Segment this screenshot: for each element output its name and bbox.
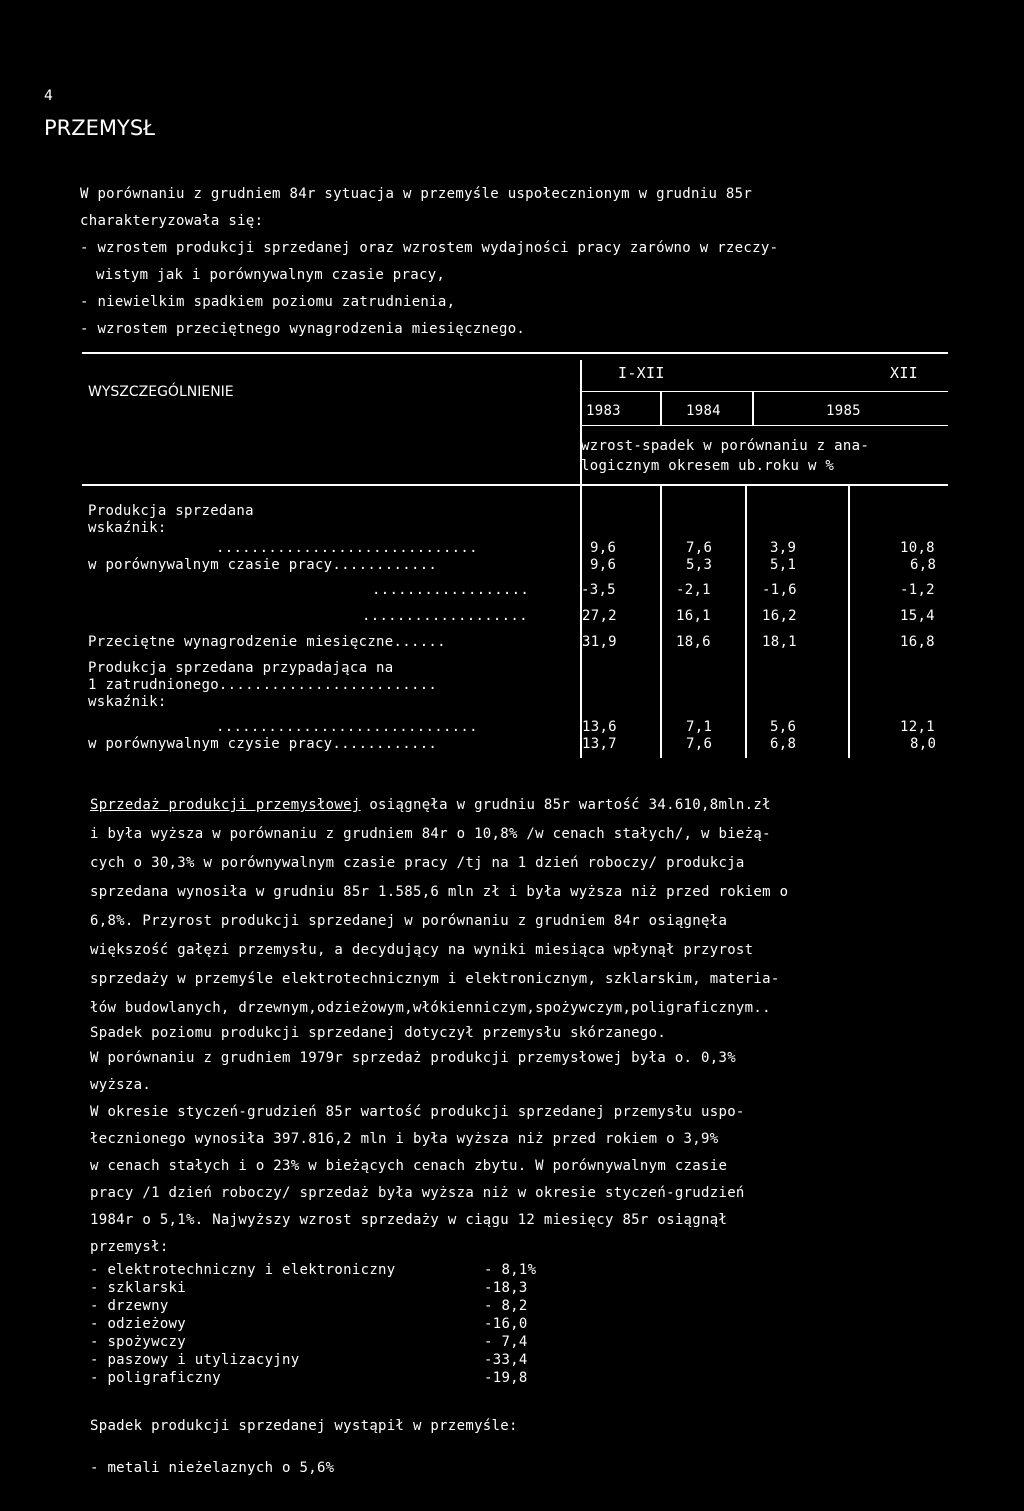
list-item-label: - elektrotechniczny i elektroniczny (90, 1262, 396, 1278)
list-item-label: - drzewny (90, 1298, 169, 1314)
cell: 3,9 (770, 540, 797, 556)
row-label: .............................. (216, 719, 478, 735)
row-label: wskaźnik: (88, 694, 167, 710)
list-item-label: - odzieżowy (90, 1316, 187, 1332)
list-item-value: -19,8 (484, 1370, 528, 1386)
body-line: w cenach stałych i o 23% w bieżących cenach zbytu. W porównywalnym czasie (90, 1158, 728, 1174)
cell: 16,1 (676, 608, 711, 624)
body-line: cych o 30,3% w porównywalnym czasie pracy /tj na 1 dzień roboczy/ produkcja (90, 855, 745, 871)
cell: 15,4 (900, 608, 935, 624)
row-label: 1 zatrudnionego......................... (88, 677, 438, 693)
body-line: W porównaniu z grudniem 1979r sprzedaż produkcji przemysłowej była o. 0,3% (90, 1050, 736, 1066)
cell: 16,2 (762, 608, 797, 624)
row-label: w porównywalnym czysie pracy............ (88, 736, 438, 752)
page-number: 4 (44, 88, 53, 104)
col-divider-2 (745, 484, 747, 758)
body-line: W okresie styczeń-grudzień 85r wartość produkcji sprzedanej przemysłu uspo- (90, 1104, 745, 1120)
section-title: PRZEMYSŁ (44, 116, 155, 140)
intro-line-6: - wzrostem przeciętnego wynagrodzenia miesięcznego. (80, 321, 526, 337)
body-line: Spadek produkcji sprzedanej wystąpił w przemyśle: (90, 1418, 518, 1434)
cell: 5,1 (770, 557, 797, 573)
body-line: łów budowlanych, drzewnym,odzieżowym,włókienniczym,spożywczym,poligraficznym.. (90, 1000, 771, 1016)
cell: 7,1 (686, 719, 713, 735)
cell: 10,8 (900, 540, 935, 556)
list-item-value: -33,4 (484, 1352, 528, 1368)
cell: 6,8 (910, 557, 937, 573)
cell: 8,0 (910, 736, 937, 752)
list-item-value: - 8,1% (484, 1262, 537, 1278)
cell: 13,6 (582, 719, 617, 735)
cell: -1,2 (900, 582, 935, 598)
cell: -2,1 (676, 582, 711, 598)
underlined-heading: Sprzedaż produkcji przemysłowej (90, 797, 361, 813)
body-line: łecznionego wynosiła 397.816,2 mln i była wyższa niż przed rokiem o 3,9% (90, 1131, 719, 1147)
header-note-2: logicznym okresem ub.roku w % (581, 458, 835, 474)
header-note-1: wzrost-spadek w porównaniu z ana- (581, 438, 870, 454)
cell: 12,1 (900, 719, 935, 735)
header-year-1983: 1983 (586, 403, 621, 419)
list-item-value: -16,0 (484, 1316, 528, 1332)
table-col-left-rule (580, 360, 582, 758)
cell: 7,6 (686, 736, 713, 752)
body-line: - metali nieżelaznych o 5,6% (90, 1460, 335, 1476)
list-item-label: - poligraficzny (90, 1370, 221, 1386)
intro-line-3: - wzrostem produkcji sprzedanej oraz wzrostem wydajności pracy zarówno w rzeczy- (80, 240, 779, 256)
list-item-value: - 7,4 (484, 1334, 528, 1350)
body-line: 6,8%. Przyrost produkcji sprzedanej w porównaniu z grudniem 84r osiągnęła (90, 913, 728, 929)
row-label: .................. (372, 582, 530, 598)
body-line: i była wyższa w porównaniu z grudniem 84r o 10,8% /w cenach stałych/, w bieżą- (90, 826, 771, 842)
years-rule (582, 425, 948, 426)
cell: -3,5 (581, 582, 616, 598)
header-group-1: I-XII (618, 364, 665, 382)
table-top-rule (82, 352, 948, 354)
row-label: ................... (362, 608, 528, 624)
cell: 27,2 (582, 608, 617, 624)
body-line: przemysł: (90, 1239, 169, 1255)
row-label: w porównywalnym czasie pracy............ (88, 557, 438, 573)
intro-line-1: W porównaniu z grudniem 84r sytuacja w przemyśle uspołecznionym w grudniu 85r (80, 186, 753, 202)
col-divider-3 (848, 484, 850, 758)
cell: 18,1 (762, 634, 797, 650)
header-group-2: XII (890, 364, 918, 382)
col-divider-1 (660, 484, 662, 758)
cell: 9,6 (590, 557, 617, 573)
intro-line-2: charakteryzowała się: (80, 213, 264, 229)
body-line: sprzedana wynosiła w grudniu 85r 1.585,6 mln zł i była wyższa niż przed rokiem o (90, 884, 789, 900)
row-label: wskaźnik: (88, 520, 167, 536)
body-line: większość gałęzi przemysłu, a decydujący na wyniki miesiąca wpłynął przyrost (90, 942, 754, 958)
body-line (90, 797, 771, 813)
body-line: wyższa. (90, 1077, 152, 1093)
year-divider-1 (660, 392, 662, 425)
list-item-label: - spożywczy (90, 1334, 187, 1350)
cell: 13,7 (582, 736, 617, 752)
cell: 31,9 (582, 634, 617, 650)
body-line: Spadek poziomu produkcji sprzedanej dotyczył przemysłu skórzanego. (90, 1025, 667, 1041)
intro-line-4: wistym jak i porównywalnym czasie pracy, (96, 267, 446, 283)
subheader-rule (582, 391, 948, 392)
body-text: osiągnęła w grudniu 85r wartość 34.610,8mln.zł (360, 797, 771, 813)
row-label: .............................. (216, 540, 478, 556)
list-item-value: - 8,2 (484, 1298, 528, 1314)
row-label: Przeciętne wynagrodzenie miesięczne...... (88, 634, 446, 650)
cell: 7,6 (686, 540, 713, 556)
cell: 9,6 (590, 540, 617, 556)
list-item-label: - szklarski (90, 1280, 187, 1296)
cell: 5,6 (770, 719, 797, 735)
row-label: Produkcja sprzedana przypadająca na (88, 660, 394, 676)
body-line: pracy /1 dzień roboczy/ sprzedaż była wyższa niż w okresie styczeń-grudzień (90, 1185, 745, 1201)
cell: 5,3 (686, 557, 713, 573)
intro-line-5: - niewielkim spadkiem poziomu zatrudnienia, (80, 294, 456, 310)
table-header-label: WYSZCZEGÓLNIENIE (88, 384, 234, 400)
row-label: Produkcja sprzedana (88, 503, 254, 519)
year-divider-2 (752, 392, 754, 425)
cell: 6,8 (770, 736, 797, 752)
header-year-1984: 1984 (686, 403, 721, 419)
cell: -1,6 (762, 582, 797, 598)
body-line: 1984r o 5,1%. Najwyższy wzrost sprzedaży w ciągu 12 miesięcy 85r osiągnął (90, 1212, 728, 1228)
cell: 18,6 (676, 634, 711, 650)
header-year-1985: 1985 (826, 403, 861, 419)
list-item-value: -18,3 (484, 1280, 528, 1296)
header-bottom-rule (82, 484, 948, 486)
cell: 16,8 (900, 634, 935, 650)
list-item-label: - paszowy i utylizacyjny (90, 1352, 300, 1368)
body-line: sprzedaży w przemyśle elektrotechnicznym i elektronicznym, szklarskim, materia- (90, 971, 780, 987)
